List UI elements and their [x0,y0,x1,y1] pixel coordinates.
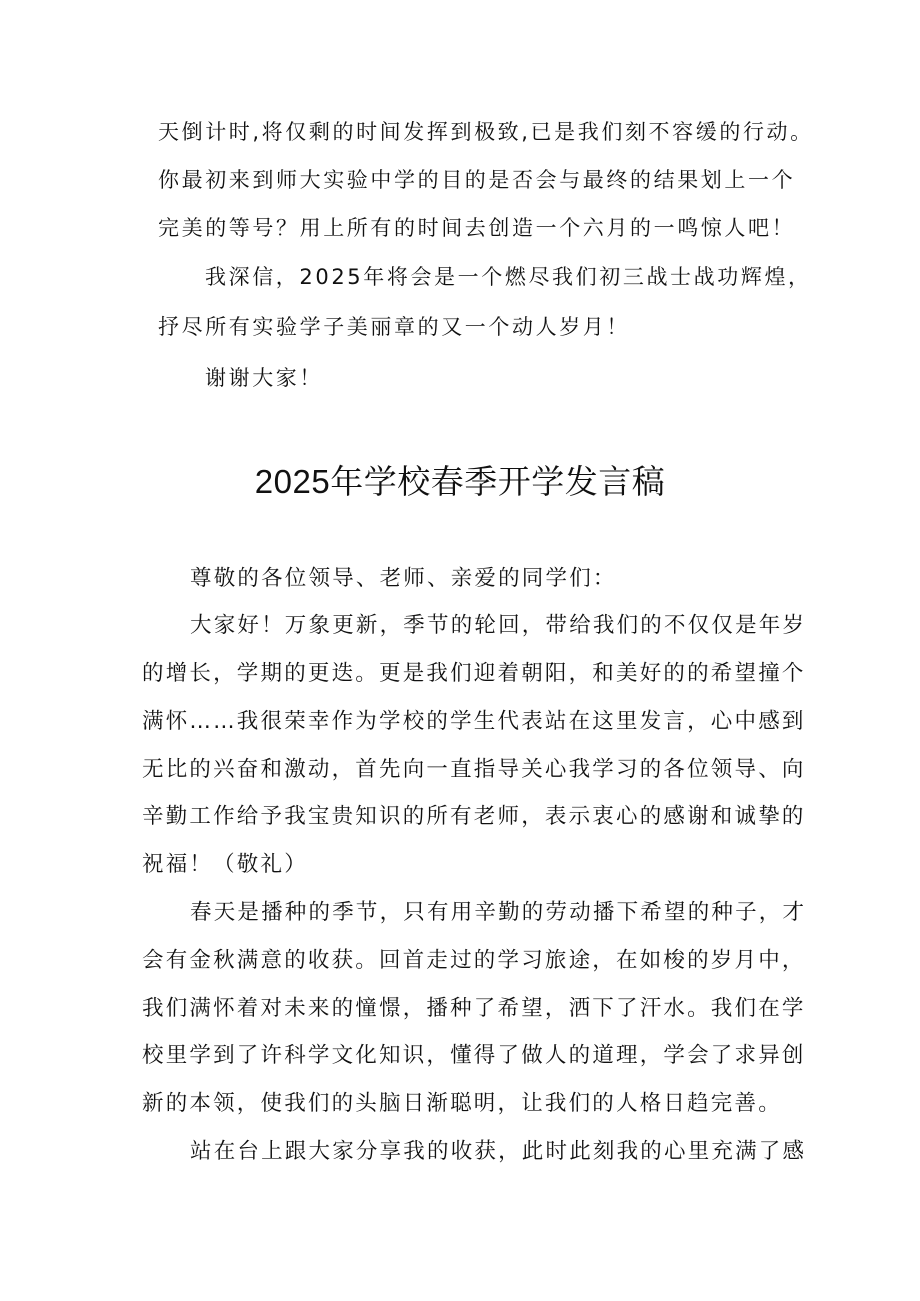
paragraph-line: 我深信，2025年将会是一个燃尽我们初三战士战功辉煌， [205,265,812,289]
paragraph-line: 春天是播种的季节，只有用辛勤的劳动播下希望的种子，才 [190,900,807,925]
paragraph-line: 的增长，学期的更迭。更是我们迎着朝阳，和美好的的希望撞个 [142,661,806,686]
paragraph-line: 大家好！万象更新，季节的轮回，带给我们的不仅仅是年岁 [190,613,807,638]
paragraph-line: 校里学到了许科学文化知识，懂得了做人的道理，学会了求异创 [142,1043,806,1068]
paragraph-line: 站在台上跟大家分享我的收获，此时此刻我的心里充满了感 [190,1139,807,1164]
closing-thanks: 谢谢大家！ [205,366,323,390]
paragraph-line: 天倒计时,将仅剩的时间发挥到极致,已是我们刻不容缓的行动。 [158,120,814,144]
paragraph-line: 祝福！（敬礼） [142,852,308,877]
paragraph-line: 满怀……我很荣幸作为学校的学生代表站在这里发言，心中感到 [142,709,806,734]
paragraph-line: 辛勤工作给予我宝贵知识的所有老师，表示衷心的感谢和诚挚的 [142,804,806,829]
paragraph-line: 会有金秋满意的收获。回首走过的学习旅途，在如梭的岁月中， [142,948,806,973]
paragraph-line: 抒尽所有实验学子美丽章的又一个动人岁月！ [158,315,630,339]
paragraph-line: 新的本领，使我们的头脑日渐聪明，让我们的人格日趋完善。 [142,1091,782,1116]
salutation: 尊敬的各位领导、老师、亲爱的同学们： [190,566,617,591]
paragraph-line: 完美的等号？用上所有的时间去创造一个六月的一鸣惊人吧！ [158,216,796,240]
paragraph-line: 你最初来到师大实验中学的目的是否会与最终的结果划上一个 [158,168,796,192]
paragraph-line: 无比的兴奋和激动，首先向一直指导关心我学习的各位领导、向 [142,757,806,782]
paragraph-line: 我们满怀着对未来的憧憬，播种了希望，洒下了汗水。我们在学 [142,996,806,1021]
speech-title: 2025年学校春季开学发言稿 [254,463,666,500]
